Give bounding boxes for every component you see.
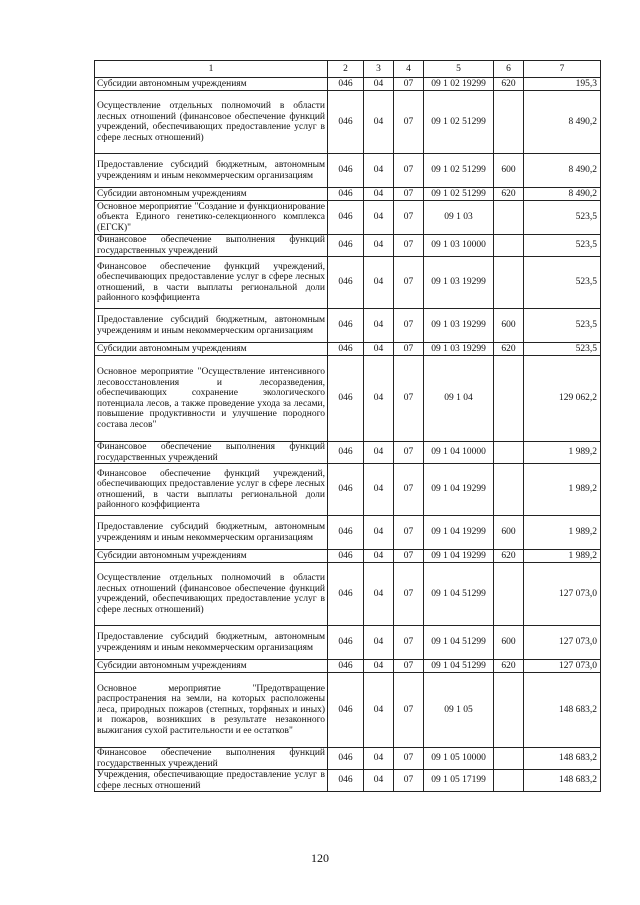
cell-code-section: 04 <box>364 78 394 91</box>
cell-code-section: 04 <box>364 188 394 201</box>
cell-code-expense-type <box>494 356 524 442</box>
table-row <box>95 563 601 626</box>
table-body <box>95 78 601 792</box>
cell-code-admin: 046 <box>328 343 364 356</box>
cell-code-subsection: 07 <box>394 464 424 516</box>
cell-name: Основное мероприятие "Предотвращение распространения на земли, на которых расположены леса, природных пожаров (степных, торфяных и иных) и пожаров, возникших в результате незаконного выжигания сухой растительности и ее остатков" <box>95 673 328 748</box>
cell-code-admin: 046 <box>328 188 364 201</box>
table-row <box>95 550 601 563</box>
cell-amount: 127 073,0 <box>524 626 601 660</box>
cell-name: Финансовое обеспечение выполнения функций государственных учреждений <box>95 235 328 257</box>
cell-code-subsection: 07 <box>394 91 424 154</box>
cell-code-target: 09 1 02 51299 <box>424 154 494 188</box>
cell-amount: 127 073,0 <box>524 660 601 673</box>
cell-amount: 1 989,2 <box>524 516 601 550</box>
cell-code-target: 09 1 03 <box>424 201 494 235</box>
cell-code-admin: 046 <box>328 748 364 770</box>
cell-amount: 1 989,2 <box>524 442 601 464</box>
table-row <box>95 516 601 550</box>
table-row <box>95 748 601 770</box>
cell-code-admin: 046 <box>328 550 364 563</box>
cell-code-target: 09 1 04 51299 <box>424 563 494 626</box>
cell-code-subsection: 07 <box>394 673 424 748</box>
cell-code-section: 04 <box>364 356 394 442</box>
cell-code-admin: 046 <box>328 356 364 442</box>
cell-code-subsection: 07 <box>394 343 424 356</box>
table-row <box>95 343 601 356</box>
cell-amount: 129 062,2 <box>524 356 601 442</box>
table-row <box>95 235 601 257</box>
cell-code-subsection: 07 <box>394 770 424 792</box>
cell-code-section: 04 <box>364 516 394 550</box>
cell-amount: 8 490,2 <box>524 188 601 201</box>
cell-name: Финансовое обеспечение функций учреждений, обеспечивающих предоставление услуг в сфере лесных отношений, в части выплаты региональной доли районного коэффициента <box>95 257 328 309</box>
header-col-4: 4 <box>394 61 424 78</box>
cell-code-target: 09 1 04 10000 <box>424 442 494 464</box>
cell-code-admin: 046 <box>328 626 364 660</box>
table-row <box>95 188 601 201</box>
cell-code-section: 04 <box>364 748 394 770</box>
cell-code-target: 09 1 04 <box>424 356 494 442</box>
cell-amount: 523,5 <box>524 201 601 235</box>
cell-name: Субсидии автономным учреждениям <box>95 188 328 201</box>
cell-code-section: 04 <box>364 563 394 626</box>
cell-code-expense-type: 620 <box>494 78 524 91</box>
cell-name: Предоставление субсидий бюджетным, автономным учреждениям и иным некоммерческим организациям <box>95 309 328 343</box>
cell-code-expense-type: 620 <box>494 660 524 673</box>
table-row <box>95 154 601 188</box>
cell-code-expense-type: 620 <box>494 343 524 356</box>
cell-amount: 1 989,2 <box>524 464 601 516</box>
cell-code-target: 09 1 02 51299 <box>424 91 494 154</box>
cell-code-admin: 046 <box>328 516 364 550</box>
cell-code-subsection: 07 <box>394 201 424 235</box>
cell-code-subsection: 07 <box>394 257 424 309</box>
cell-code-expense-type <box>494 257 524 309</box>
cell-name: Субсидии автономным учреждениям <box>95 78 328 91</box>
cell-code-subsection: 07 <box>394 309 424 343</box>
header-col-5: 5 <box>424 61 494 78</box>
cell-code-subsection: 07 <box>394 78 424 91</box>
cell-code-expense-type <box>494 770 524 792</box>
cell-code-subsection: 07 <box>394 356 424 442</box>
cell-code-target: 09 1 02 19299 <box>424 78 494 91</box>
cell-code-section: 04 <box>364 626 394 660</box>
cell-code-target: 09 1 03 19299 <box>424 309 494 343</box>
cell-name: Основное мероприятие "Осуществление интенсивного лесовосстановления и лесоразведения, обеспечивающих сохранение экологического потенциала лесов, а также проведение ухода за лесами, повышение продуктивности и улучшение породного состава лесов" <box>95 356 328 442</box>
cell-amount: 148 683,2 <box>524 673 601 748</box>
cell-code-admin: 046 <box>328 78 364 91</box>
cell-name: Субсидии автономным учреждениям <box>95 550 328 563</box>
cell-name: Осуществление отдельных полномочий в области лесных отношений (финансовое обеспечение функций учреждений, обеспечивающих предоставление услуг в сфере лесных отношений) <box>95 563 328 626</box>
cell-name: Осуществление отдельных полномочий в области лесных отношений (финансовое обеспечение функций учреждений, обеспечивающих предоставление услуг в сфере лесных отношений) <box>95 91 328 154</box>
header-col-2: 2 <box>328 61 364 78</box>
header-col-6: 6 <box>494 61 524 78</box>
cell-code-expense-type <box>494 563 524 626</box>
cell-amount: 523,5 <box>524 235 601 257</box>
cell-code-admin: 046 <box>328 91 364 154</box>
cell-code-section: 04 <box>364 673 394 748</box>
cell-code-admin: 046 <box>328 257 364 309</box>
cell-code-admin: 046 <box>328 563 364 626</box>
cell-name: Учреждения, обеспечивающие предоставление услуг в сфере лесных отношений <box>95 770 328 792</box>
cell-name: Финансовое обеспечение выполнения функций государственных учреждений <box>95 748 328 770</box>
cell-name: Предоставление субсидий бюджетным, автономным учреждениям и иным некоммерческим организациям <box>95 154 328 188</box>
cell-code-expense-type: 620 <box>494 188 524 201</box>
cell-code-admin: 046 <box>328 442 364 464</box>
cell-name: Финансовое обеспечение функций учреждений, обеспечивающих предоставление услуг в сфере лесных отношений, в части выплаты региональной доли районного коэффициента <box>95 464 328 516</box>
cell-code-target: 09 1 04 19299 <box>424 550 494 563</box>
cell-code-target: 09 1 02 51299 <box>424 188 494 201</box>
cell-amount: 8 490,2 <box>524 154 601 188</box>
table-row <box>95 770 601 792</box>
cell-amount: 148 683,2 <box>524 770 601 792</box>
cell-code-target: 09 1 04 19299 <box>424 464 494 516</box>
cell-code-subsection: 07 <box>394 626 424 660</box>
table-row <box>95 257 601 309</box>
cell-code-expense-type: 600 <box>494 626 524 660</box>
cell-amount: 523,5 <box>524 343 601 356</box>
table-row <box>95 626 601 660</box>
header-col-7: 7 <box>524 61 601 78</box>
cell-code-subsection: 07 <box>394 748 424 770</box>
cell-code-expense-type <box>494 673 524 748</box>
cell-code-section: 04 <box>364 201 394 235</box>
cell-amount: 195,3 <box>524 78 601 91</box>
cell-name: Финансовое обеспечение выполнения функций государственных учреждений <box>95 442 328 464</box>
cell-name: Субсидии автономным учреждениям <box>95 343 328 356</box>
cell-code-admin: 046 <box>328 660 364 673</box>
cell-code-section: 04 <box>364 464 394 516</box>
cell-code-section: 04 <box>364 770 394 792</box>
cell-code-admin: 046 <box>328 235 364 257</box>
cell-code-section: 04 <box>364 550 394 563</box>
cell-code-admin: 046 <box>328 770 364 792</box>
cell-code-admin: 046 <box>328 201 364 235</box>
cell-code-admin: 046 <box>328 309 364 343</box>
cell-code-expense-type <box>494 201 524 235</box>
cell-code-section: 04 <box>364 235 394 257</box>
cell-code-target: 09 1 03 19299 <box>424 343 494 356</box>
page-number: 120 <box>311 851 329 865</box>
cell-code-subsection: 07 <box>394 188 424 201</box>
cell-code-admin: 046 <box>328 464 364 516</box>
cell-code-expense-type: 600 <box>494 154 524 188</box>
cell-name: Предоставление субсидий бюджетным, автономным учреждениям и иным некоммерческим организациям <box>95 516 328 550</box>
cell-code-target: 09 1 03 10000 <box>424 235 494 257</box>
table-row <box>95 660 601 673</box>
cell-code-section: 04 <box>364 343 394 356</box>
cell-amount: 523,5 <box>524 309 601 343</box>
cell-code-target: 09 1 04 19299 <box>424 516 494 550</box>
cell-name: Предоставление субсидий бюджетным, автономным учреждениям и иным некоммерческим организациям <box>95 626 328 660</box>
cell-code-section: 04 <box>364 91 394 154</box>
cell-code-subsection: 07 <box>394 563 424 626</box>
cell-amount: 523,5 <box>524 257 601 309</box>
cell-code-section: 04 <box>364 660 394 673</box>
cell-amount: 8 490,2 <box>524 91 601 154</box>
cell-code-expense-type <box>494 442 524 464</box>
cell-code-target: 09 1 05 17199 <box>424 770 494 792</box>
cell-amount: 127 073,0 <box>524 563 601 626</box>
cell-code-expense-type: 600 <box>494 309 524 343</box>
table-row <box>95 309 601 343</box>
cell-name: Субсидии автономным учреждениям <box>95 660 328 673</box>
header-col-1: 1 <box>95 61 328 78</box>
cell-code-subsection: 07 <box>394 550 424 563</box>
cell-code-subsection: 07 <box>394 516 424 550</box>
cell-code-target: 09 1 05 <box>424 673 494 748</box>
table-row <box>95 201 601 235</box>
cell-code-subsection: 07 <box>394 442 424 464</box>
budget-table-container <box>94 60 600 792</box>
cell-code-target: 09 1 03 19299 <box>424 257 494 309</box>
cell-code-expense-type <box>494 748 524 770</box>
cell-code-subsection: 07 <box>394 660 424 673</box>
table-row <box>95 78 601 91</box>
table-header-row <box>95 61 601 78</box>
cell-code-expense-type <box>494 235 524 257</box>
cell-code-expense-type <box>494 464 524 516</box>
budget-table <box>94 60 601 792</box>
cell-code-section: 04 <box>364 309 394 343</box>
cell-code-expense-type: 620 <box>494 550 524 563</box>
cell-code-admin: 046 <box>328 154 364 188</box>
table-row <box>95 91 601 154</box>
cell-code-expense-type: 600 <box>494 516 524 550</box>
table-row <box>95 356 601 442</box>
cell-amount: 148 683,2 <box>524 748 601 770</box>
cell-code-section: 04 <box>364 154 394 188</box>
table-row <box>95 442 601 464</box>
cell-code-target: 09 1 05 10000 <box>424 748 494 770</box>
header-col-3: 3 <box>364 61 394 78</box>
cell-name: Основное мероприятие "Создание и функционирование объекта Единого генетико-селекционного комплекса (ЕГСК)" <box>95 201 328 235</box>
cell-code-section: 04 <box>364 442 394 464</box>
cell-amount: 1 989,2 <box>524 550 601 563</box>
cell-code-subsection: 07 <box>394 154 424 188</box>
cell-code-target: 09 1 04 51299 <box>424 626 494 660</box>
cell-code-section: 04 <box>364 257 394 309</box>
table-row <box>95 464 601 516</box>
cell-code-subsection: 07 <box>394 235 424 257</box>
cell-code-admin: 046 <box>328 673 364 748</box>
table-row <box>95 673 601 748</box>
cell-code-target: 09 1 04 51299 <box>424 660 494 673</box>
cell-code-expense-type <box>494 91 524 154</box>
